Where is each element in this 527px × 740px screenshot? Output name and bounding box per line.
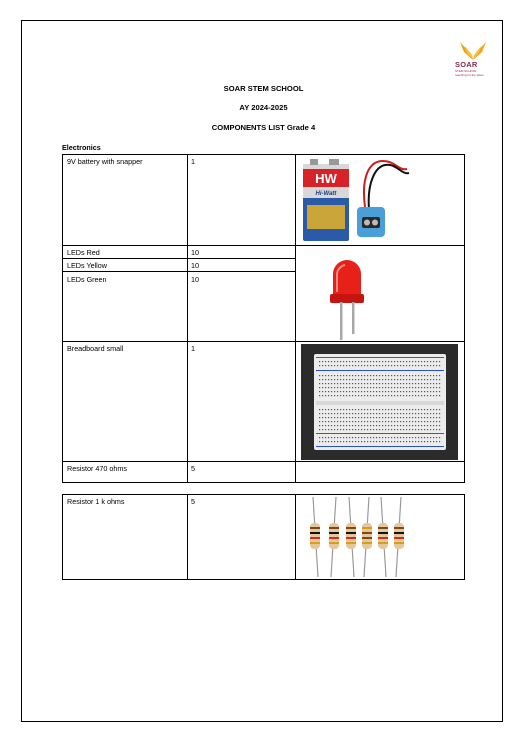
battery-brand: HW xyxy=(315,171,337,186)
resistor-band xyxy=(346,527,356,529)
resistor-body xyxy=(310,523,320,549)
item-name: 9V battery with snapper xyxy=(67,157,143,166)
resistor-band xyxy=(378,537,388,539)
resistor-body xyxy=(394,523,404,549)
academic-year: AY 2024-2025 xyxy=(239,103,288,112)
item-qty: 10 xyxy=(191,248,199,257)
item-name: LEDs Yellow xyxy=(67,261,107,270)
resistor-band xyxy=(346,537,356,539)
resistor-band xyxy=(362,537,372,539)
logo-tagline: STEM SCHOOL reaching for the skies xyxy=(455,69,484,77)
resistor-body xyxy=(362,523,372,549)
resistor-band xyxy=(329,527,339,529)
resistor-band xyxy=(346,532,356,534)
resistor-band xyxy=(378,527,388,529)
item-qty: 5 xyxy=(191,464,195,473)
item-qty: 1 xyxy=(191,344,195,353)
resistor-band xyxy=(394,542,404,544)
logo-name: SOAR xyxy=(455,60,478,69)
breadboard-image xyxy=(301,344,458,460)
resistor-band xyxy=(394,532,404,534)
item-qty: 10 xyxy=(191,275,199,284)
resistor-body xyxy=(378,523,388,549)
item-qty: 10 xyxy=(191,261,199,270)
item-name: Resistor 470 ohms xyxy=(67,464,127,473)
red-led-image xyxy=(325,258,369,340)
school-name: SOAR STEM SCHOOL xyxy=(223,84,304,93)
resistor-band xyxy=(310,537,320,539)
item-qty: 1 xyxy=(191,157,195,166)
page-title: COMPONENTS LIST Grade 4 xyxy=(211,123,316,132)
item-qty: 5 xyxy=(191,497,195,506)
resistor-band xyxy=(329,542,339,544)
battery-with-snapper-image xyxy=(299,157,411,243)
section-heading: Electronics xyxy=(62,143,101,152)
resistor-band xyxy=(346,542,356,544)
resistor-band xyxy=(362,532,372,534)
item-name: LEDs Green xyxy=(67,275,107,284)
resistor-band xyxy=(310,532,320,534)
item-name: LEDs Red xyxy=(67,248,100,257)
resistor-band xyxy=(394,537,404,539)
item-name: Resistor 1 k ohms xyxy=(67,497,125,506)
resistor-band xyxy=(362,542,372,544)
resistor-band xyxy=(329,537,339,539)
resistor-band xyxy=(329,532,339,534)
resistor-band xyxy=(394,527,404,529)
battery-model: Hi-Watt xyxy=(315,191,337,197)
resistor-body xyxy=(329,523,339,549)
resistor-band xyxy=(378,542,388,544)
resistor-body xyxy=(346,523,356,549)
resistor-band xyxy=(362,527,372,529)
resistor-band xyxy=(378,532,388,534)
item-name: Breadboard small xyxy=(67,344,124,353)
resistor-band xyxy=(310,542,320,544)
resistors-image xyxy=(297,495,417,579)
resistor-band xyxy=(310,527,320,529)
